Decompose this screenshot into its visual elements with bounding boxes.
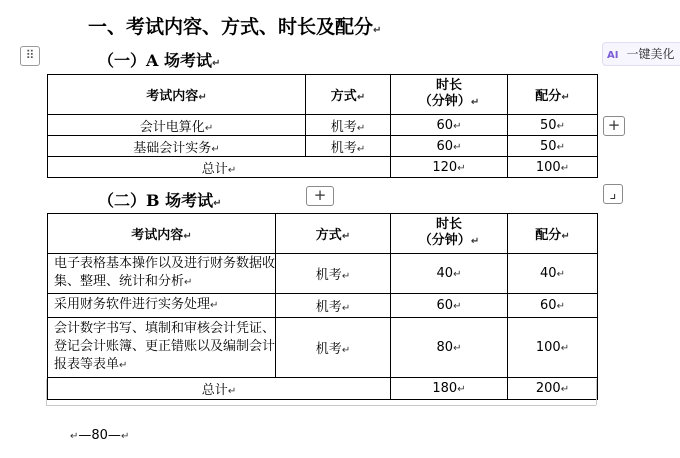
- cell-content: 采用财务软件进行实务处理↵: [48, 294, 276, 318]
- table-move-handle-icon[interactable]: ⠿: [20, 46, 40, 66]
- header-score: 配分↵: [508, 75, 598, 115]
- table-header-row: [48, 75, 598, 115]
- header-duration: 时长 （分钟）↵: [391, 75, 508, 115]
- cell-content: 基础会计实务↵: [48, 136, 306, 157]
- table-row: [48, 318, 598, 378]
- page-heading: 一、考试内容、方式、时长及配分↵: [88, 16, 382, 38]
- table-total-row: [48, 157, 598, 178]
- header-mode: 方式↵: [306, 75, 391, 115]
- cell-content: 电子表格基本操作以及进行财务数据收集、整理、统计和分析↵: [48, 254, 276, 294]
- cell-duration: 60↵: [391, 294, 508, 318]
- exam-table-a: [47, 74, 598, 178]
- cell-score: 50↵: [508, 115, 598, 136]
- header-score: 配分↵: [508, 214, 598, 254]
- total-label: 总计↵: [48, 157, 391, 178]
- header-duration: 时长 （分钟）↵: [391, 214, 508, 254]
- total-duration: 180↵: [391, 378, 508, 400]
- cell-duration: 60↵: [391, 115, 508, 136]
- cell-score: 50↵: [508, 136, 598, 157]
- cell-mode: 机考↵: [306, 115, 391, 136]
- cell-duration: 60↵: [391, 136, 508, 157]
- cell-content: 会计数字书写、填制和审核会计凭证、登记会计账簿、更正错账以及编制会计报表等表单↵: [48, 318, 276, 378]
- cell-score: 60↵: [508, 294, 598, 318]
- cell-mode: 机考↵: [276, 294, 391, 318]
- exam-table-b: [47, 213, 598, 400]
- cell-content: 会计电算化↵: [48, 115, 306, 136]
- margin-marker-right: [596, 379, 597, 405]
- header-content: 考试内容↵: [48, 214, 276, 254]
- total-duration: 120↵: [391, 157, 508, 178]
- add-column-plus-icon[interactable]: +: [306, 186, 334, 206]
- cell-duration: 80↵: [391, 318, 508, 378]
- cell-score: 100↵: [508, 318, 598, 378]
- total-label: 总计↵: [48, 378, 391, 400]
- total-score: 200↵: [508, 378, 598, 400]
- table-row: [48, 136, 598, 157]
- section-b-title: （二）B 场考试↵: [98, 191, 222, 210]
- cell-mode: 机考↵: [276, 254, 391, 294]
- add-row-plus-icon[interactable]: +: [603, 116, 625, 136]
- page-number: ↵—80—↵: [70, 428, 130, 443]
- header-mode: 方式↵: [276, 214, 391, 254]
- table-row: [48, 115, 598, 136]
- ai-icon: AI: [607, 50, 619, 61]
- ai-beautify-label: 一键美化: [626, 47, 675, 61]
- table-row: [48, 294, 598, 318]
- margin-marker-left: [46, 379, 47, 405]
- section-a-title: （一）A 场考试↵: [98, 51, 221, 70]
- cell-mode: 机考↵: [306, 136, 391, 157]
- cell-duration: 40↵: [391, 254, 508, 294]
- table-resize-corner-icon[interactable]: ⌟: [603, 184, 623, 204]
- page-break-line: [46, 405, 596, 406]
- table-total-row: [48, 378, 598, 400]
- table-row: [48, 254, 598, 294]
- table-header-row: [48, 214, 598, 254]
- header-content: 考试内容↵: [48, 75, 306, 115]
- cell-mode: 机考↵: [276, 318, 391, 378]
- ai-beautify-button[interactable]: [602, 42, 680, 66]
- cell-score: 40↵: [508, 254, 598, 294]
- total-score: 100↵: [508, 157, 598, 178]
